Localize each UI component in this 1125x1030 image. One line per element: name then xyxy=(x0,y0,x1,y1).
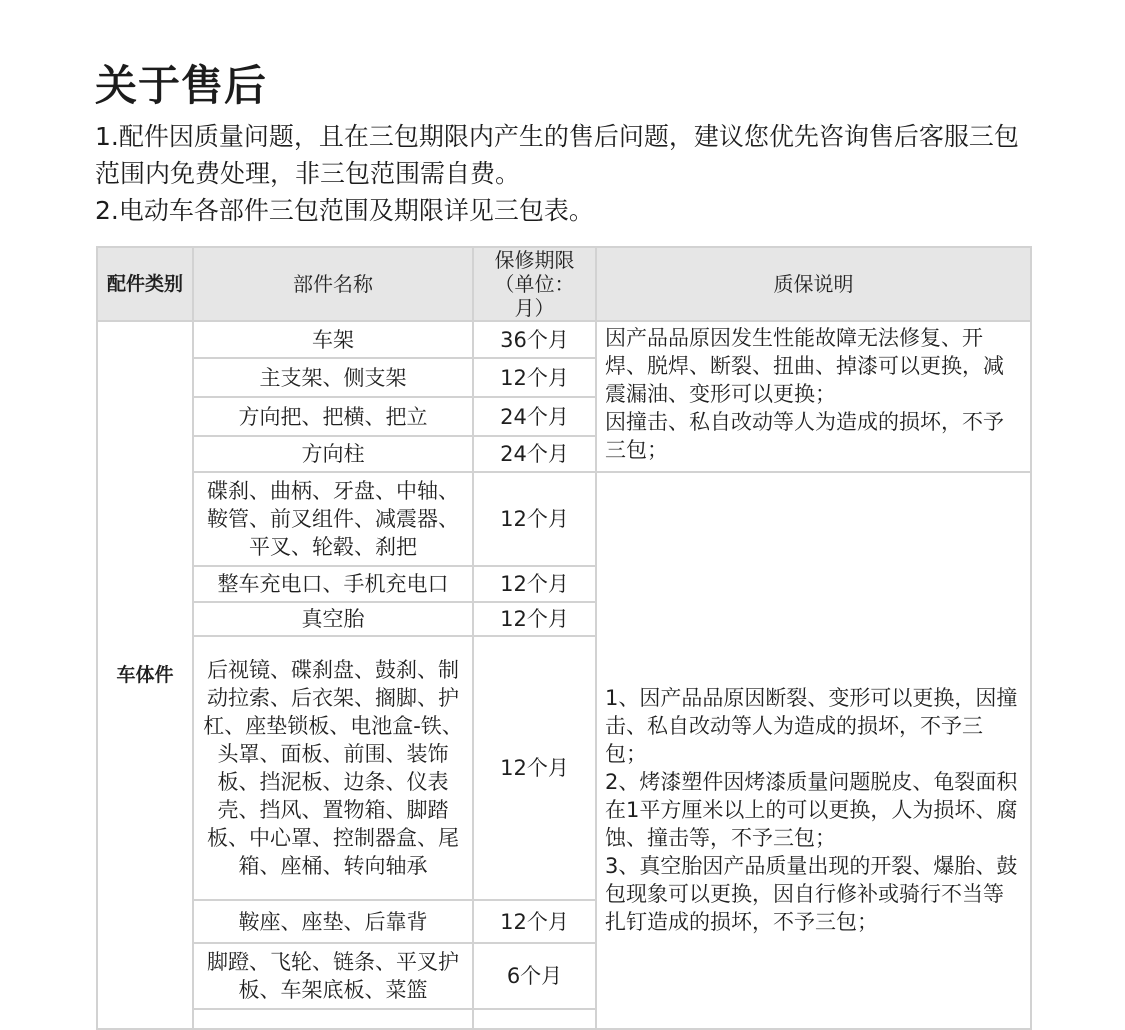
intro-paragraph-2: 2.电动车各部件三包范围及期限详见三包表。 xyxy=(95,196,594,225)
page-title: 关于售后 xyxy=(95,61,268,110)
part-name: 真空胎 xyxy=(193,602,473,636)
header-period-line2: （单位：月） xyxy=(494,272,575,320)
warranty-period: 24个月 xyxy=(473,436,596,472)
table-row xyxy=(97,472,1031,566)
warranty-period: 36个月 xyxy=(473,321,596,358)
warranty-table xyxy=(96,246,1032,1030)
part-name: 整车充电口、手机充电口 xyxy=(193,566,473,602)
header-category: 配件类别 xyxy=(97,247,193,321)
warranty-period: 12个月 xyxy=(473,566,596,602)
warranty-period: 24个月 xyxy=(473,397,596,436)
intro-text xyxy=(95,118,1040,229)
note-line: 因产品品原因发生性能故障无法修复、开焊、脱焊、断裂、扭曲、掉漆可以更换，减震漏油、变形可以更换； xyxy=(605,326,1004,406)
warranty-period: 12个月 xyxy=(473,900,596,943)
intro-paragraph-1: 1.配件因质量问题，且在三包期限内产生的售后问题，建议您优先咨询售后客服三包范围内免费处理，非三包范围需自费。 xyxy=(95,122,1019,188)
part-name: 车架 xyxy=(193,321,473,358)
frame-warranty-note xyxy=(596,321,1031,472)
part-name: 后视镜、碟刹盘、鼓刹、制动拉索、后衣架、搁脚、护杠、座垫锁板、电池盒-铁、头罩、面板、前围、装饰板、挡泥板、边条、仪表壳、挡风、置物箱、脚踏板、中心罩、控制器盒、尾箱、座桶、转向轴承 xyxy=(193,636,473,900)
part-name: 碟刹、曲柄、牙盘、中轴、鞍管、前叉组件、减震器、平叉、轮毂、刹把 xyxy=(193,472,473,566)
part-name-empty xyxy=(193,1009,473,1029)
warranty-period: 12个月 xyxy=(473,472,596,566)
warranty-period: 12个月 xyxy=(473,636,596,900)
header-part-name: 部件名称 xyxy=(193,247,473,321)
part-name: 方向柱 xyxy=(193,436,473,472)
table-header-row xyxy=(97,247,1031,321)
note-line: 因撞击、私自改动等人为造成的损坏，不予三包； xyxy=(605,410,1004,462)
header-period-line1: 保修期限 xyxy=(494,248,575,272)
warranty-period: 6个月 xyxy=(473,943,596,1009)
header-note: 质保说明 xyxy=(596,247,1031,321)
header-period xyxy=(473,247,596,321)
part-name: 主支架、侧支架 xyxy=(193,358,473,397)
category-cell: 车体件 xyxy=(97,321,193,1029)
note-line: 2、烤漆塑件因烤漆质量问题脱皮、龟裂面积在1平方厘米以上的可以更换，人为损坏、腐蚀、撞击等，不予三包； xyxy=(605,769,1018,850)
note-line: 1、因产品品原因断裂、变形可以更换，因撞击、私自改动等人为造成的损坏，不予三包； xyxy=(605,685,1018,766)
part-name: 脚蹬、飞轮、链条、平叉护板、车架底板、菜篮 xyxy=(193,943,473,1009)
part-name: 方向把、把横、把立 xyxy=(193,397,473,436)
table-row xyxy=(97,321,1031,358)
warranty-period: 12个月 xyxy=(473,358,596,397)
part-name: 鞍座、座垫、后靠背 xyxy=(193,900,473,943)
body-parts-warranty-note xyxy=(596,472,1031,1029)
warranty-period-empty xyxy=(473,1009,596,1029)
note-line: 3、真空胎因产品质量出现的开裂、爆胎、鼓包现象可以更换，因自行修补或骑行不当等扎钉造成的损坏，不予三包； xyxy=(605,853,1018,934)
warranty-period: 12个月 xyxy=(473,602,596,636)
